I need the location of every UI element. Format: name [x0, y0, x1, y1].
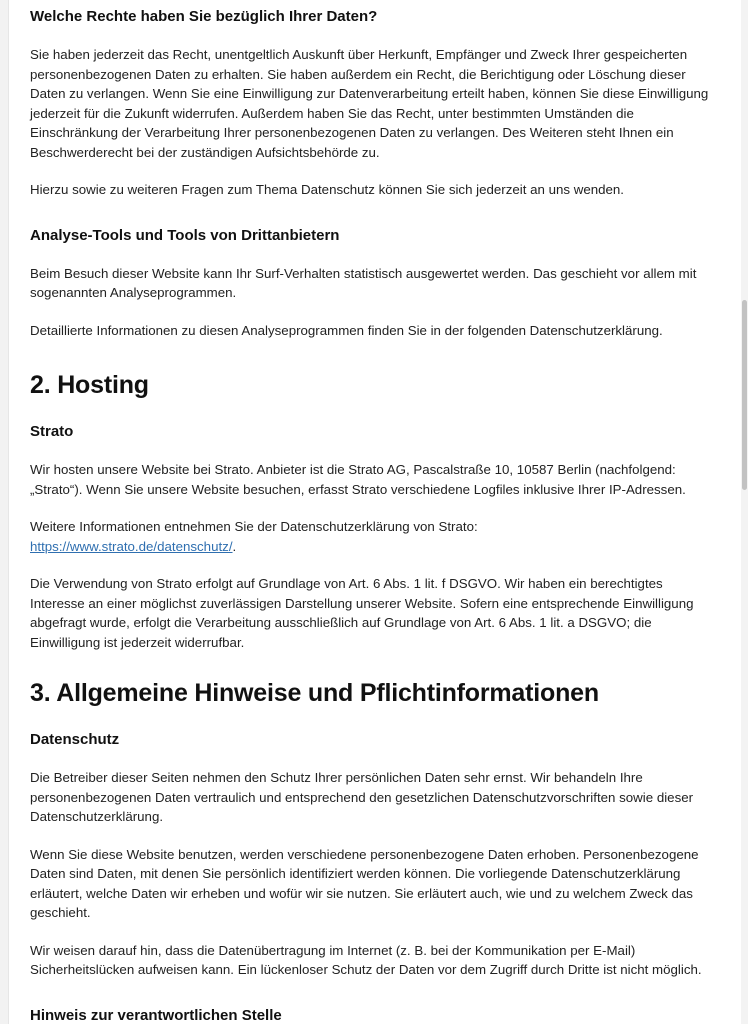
paragraph: Wenn Sie diese Website benutzen, werden verschiedene personenbezogene Daten erhoben. Personenbezogene Daten sind Daten, mit denen Sie persönlich identifiziert werden können. Die vorliegende Datenschutzerklärung erläutert, welche Daten wir erheben und wofür wir sie nutzen. Sie erläutert auch, wie und zu welchem Zweck das geschieht. — [30, 846, 699, 920]
left-gutter — [0, 0, 9, 1024]
section-heading-strato: Strato — [30, 423, 74, 440]
document-content — [9, 0, 740, 1026]
paragraph: Hierzu sowie zu weiteren Fragen zum Thema Datenschutz können Sie sich jederzeit an uns wenden. — [30, 182, 624, 197]
section-heading-rechte: Welche Rechte haben Sie bezüglich Ihrer Daten? — [30, 8, 378, 25]
section-heading-allgemeine-hinweise: 3. Allgemeine Hinweise und Pflichtinformationen — [30, 679, 599, 707]
page-scrollbar[interactable] — [741, 0, 748, 1024]
strato-datenschutz-link[interactable]: https://www.strato.de/datenschutz/ — [30, 538, 233, 554]
section-heading-verantwortliche-stelle: Hinweis zur verantwortlichen Stelle — [30, 1006, 282, 1024]
link-paragraph-trailing: . — [232, 538, 237, 554]
scrollbar-thumb[interactable] — [742, 300, 747, 490]
paragraph: Beim Besuch dieser Website kann Ihr Surf-Verhalten statistisch ausgewertet werden. Das geschieht vor allem mit sogenannten Analyseprogrammen. — [30, 265, 697, 300]
paragraph-with-link — [30, 517, 720, 556]
paragraph: Die Betreiber dieser Seiten nehmen den Schutz Ihrer persönlichen Daten sehr ernst. Wir behandeln Ihre personenbezogenen Daten vertraulich und entsprechend den gesetzlichen Datenschutzvorschriften sowie dieser Datenschutzerklärung. — [30, 770, 694, 824]
section-heading-hosting: 2. Hosting — [30, 371, 149, 399]
link-paragraph-lead: Weitere Informationen entnehmen Sie der Datenschutzerklärung von Strato: — [30, 519, 478, 534]
paragraph: Sie haben jederzeit das Recht, unentgeltlich Auskunft über Herkunft, Empfänger und Zweck Ihrer gespeicherten personenbezogenen Daten zu erhalten. Sie haben außerdem ein Recht, die Berichtigung oder Löschung dieser Daten zu verlangen. Wenn Sie eine Einwilligung zur Datenverarbeitung erteilt haben, können Sie diese Einwilligung jederzeit für die Zukunft widerrufen. Außerdem haben Sie das Recht, unter bestimmten Umständen die Einschränkung der Verarbeitung Ihrer personenbezogenen Daten zu verlangen. Des Weiteren steht Ihnen ein Beschwerderecht bei der zuständigen Aufsichtsbehörde zu. — [30, 47, 709, 160]
paragraph: Detaillierte Informationen zu diesen Analyseprogrammen finden Sie in der folgenden Datenschutzerklärung. — [30, 322, 663, 338]
paragraph: Wir weisen darauf hin, dass die Datenübertragung im Internet (z. B. bei der Kommunikation per E-Mail) Sicherheitslücken aufweisen kann. Ein lückenloser Schutz der Daten vor dem Zugriff durch Dritte ist nicht möglich. — [30, 942, 702, 977]
paragraph: Die Verwendung von Strato erfolgt auf Grundlage von Art. 6 Abs. 1 lit. f DSGVO. Wir haben ein berechtigtes Interesse an einer möglichst zuverlässigen Darstellung unserer Website. Sofern eine entsprechende Einwilligung abgefragt wurde, erfolgt die Verarbeitung ausschließlich auf Grundlage von Art. 6 Abs. 1 lit. a DSGVO; die Einwilligung ist jederzeit widerrufbar. — [30, 576, 694, 650]
section-heading-datenschutz: Datenschutz — [30, 731, 120, 748]
section-heading-analyse-tools: Analyse-Tools und Tools von Drittanbietern — [30, 226, 340, 244]
paragraph: Wir hosten unsere Website bei Strato. Anbieter ist die Strato AG, Pascalstraße 10, 10587 Berlin (nachfolgend: „Strato“). Wenn Sie unsere Website besuchen, erfasst Strato verschiedene Logfiles inklusive Ihrer IP-Adressen. — [30, 462, 686, 497]
